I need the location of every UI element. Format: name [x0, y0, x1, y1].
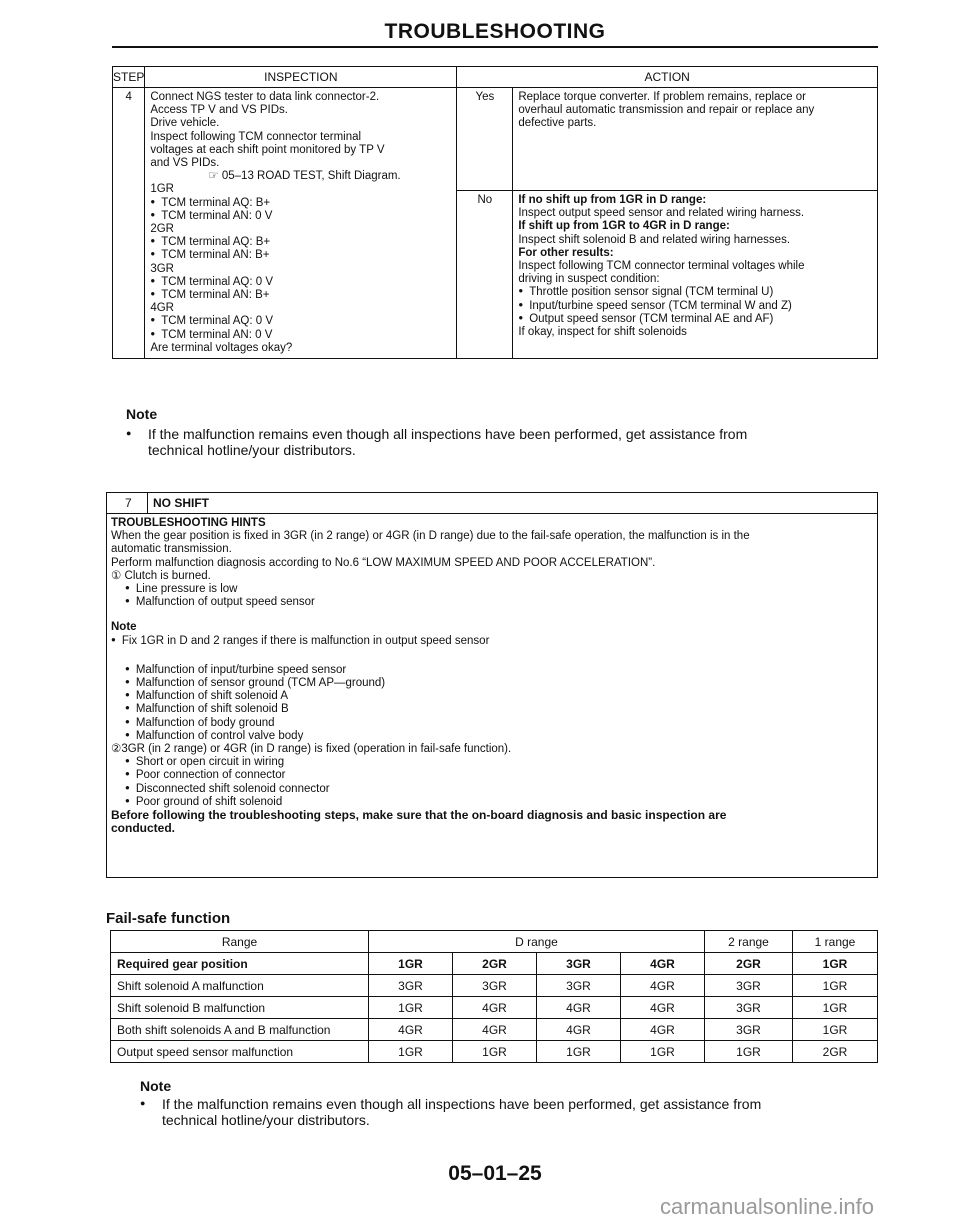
step-number: 7 [125, 496, 132, 510]
inner-note-title: Note [111, 621, 137, 634]
gear-cell: 3GR [705, 1019, 793, 1041]
cause-bullet: ● Malfunction of output speed sensor [111, 596, 875, 609]
gear-cell: 3GR [705, 997, 793, 1019]
no-action [513, 191, 878, 359]
gear-cell: 3GR [537, 953, 621, 975]
failsafe-header-row [111, 931, 878, 953]
row-label: Both shift solenoids A and B malfunction [111, 1019, 369, 1041]
note-body [126, 426, 747, 458]
gear-cell: 1GR [793, 953, 878, 975]
gear-cell: 4GR [453, 1019, 537, 1041]
no-shift-box [106, 492, 878, 878]
bullet-icon: ● [126, 428, 132, 438]
gear-cell: 4GR [621, 953, 705, 975]
bullet-icon: ● [140, 1098, 146, 1108]
reference-text: 05–13 ROAD TEST, Shift Diagram. [221, 170, 401, 183]
no-action-heading: If no shift up from 1GR in D range: [518, 194, 707, 206]
row-label: Output speed sensor malfunction [111, 1041, 369, 1063]
cause-bullet: ● Line pressure is low [111, 583, 875, 596]
hint-text: When the gear position is fixed in 3GR (in 2 range) or 4GR (in D range) due to the fail-safe operation, the malfunction is in the [111, 530, 750, 543]
cause-2 [111, 743, 875, 756]
yes-action-line: overhaul automatic transmission and repair or replace any [518, 104, 815, 117]
terminal-check: ● TCM terminal AN: B+ [150, 249, 451, 262]
before-steps-text: Before following the troubleshooting steps, make sure that the on-board diagnosis and basic inspection are [111, 808, 727, 823]
no-action-text: Inspect output speed sensor and related wiring harness. [518, 207, 805, 220]
gear-cell: 3GR [537, 975, 621, 997]
table-row [111, 1019, 878, 1041]
no-shift-body [111, 517, 875, 835]
header-range: Range [111, 931, 369, 953]
inspection-cell [145, 88, 457, 359]
note-title: Note [126, 406, 158, 422]
malfunction-item: ● Malfunction of sensor ground (TCM AP—ground) [111, 677, 875, 690]
circled-number-icon: ① [111, 569, 122, 582]
gear-cell: 4GR [621, 975, 705, 997]
table-row [111, 997, 878, 1019]
col-action: ACTION [457, 67, 878, 88]
no-action-heading: If shift up from 1GR to 4GR in D range: [518, 220, 730, 233]
gear-cell: 3GR [453, 975, 537, 997]
note-body [140, 1096, 761, 1128]
row-label: Shift solenoid A malfunction [111, 975, 369, 997]
col-step: STEP [113, 67, 145, 88]
no-action-text: Inspect shift solenoid B and related wiring harnesses. [518, 233, 791, 246]
table-row [111, 1041, 878, 1063]
inner-note-text: ● Fix 1GR in D and 2 ranges if there is malfunction in output speed sensor [111, 635, 875, 648]
note-title: Note [140, 1078, 172, 1094]
row-label: Required gear position [111, 953, 369, 975]
circled-number-icon: ② [111, 743, 122, 756]
step-table-header [113, 67, 878, 88]
before-steps-text: conducted. [111, 821, 176, 836]
note-line: technical hotline/your distributors. [148, 442, 356, 458]
gear-cell: 4GR [537, 1019, 621, 1041]
failsafe-title: Fail-safe function [106, 910, 231, 927]
step-table [112, 66, 878, 359]
inspection-line: Inspect following TCM connector terminal [150, 130, 362, 143]
page-title: TROUBLESHOOTING [384, 20, 606, 43]
step-number: 4 [125, 91, 132, 103]
gear-cell: 3GR [369, 975, 453, 997]
malfunction-item: ● Malfunction of input/turbine speed sensor [111, 664, 875, 677]
header-divider [147, 493, 148, 513]
inspection-line: and VS PIDs. [150, 157, 220, 170]
malfunction-item: ● Malfunction of body ground [111, 717, 875, 730]
inspection-line: Connect NGS tester to data link connector-2. [150, 91, 380, 103]
step-row-yes [113, 88, 878, 191]
cause-bullet: ● Disconnected shift solenoid connector [111, 783, 875, 796]
note-line [126, 426, 747, 442]
no-label: No [457, 191, 513, 359]
malfunction-item: ● Malfunction of shift solenoid B [111, 703, 875, 716]
gear-cell: 1GR [793, 1019, 878, 1041]
gear-cell: 4GR [621, 997, 705, 1019]
header-2-range: 2 range [705, 931, 793, 953]
yes-action [513, 88, 878, 191]
gear-cell: 1GR [621, 1041, 705, 1063]
yes-action-line: Replace torque converter. If problem remains, replace or [518, 91, 806, 103]
note-line: technical hotline/your distributors. [162, 1112, 370, 1128]
terminal-check: ● TCM terminal AN: 0 V [150, 210, 451, 223]
no-action-bullet: ● Throttle position sensor signal (TCM terminal U) [518, 286, 872, 299]
section-title: NO SHIFT [153, 496, 209, 510]
no-action-text: Inspect following TCM connector terminal voltages while [518, 260, 805, 273]
inspection-line: Access TP V and VS PIDs. [150, 104, 288, 117]
table-row [111, 975, 878, 997]
inspection-line: voltages at each shift point monitored by TP V [150, 143, 385, 156]
gear-cell: 1GR [369, 953, 453, 975]
hint-text: automatic transmission. [111, 543, 232, 556]
cause-bullet: ● Poor ground of shift solenoid [111, 796, 875, 809]
gear-label: 1GR [150, 183, 174, 196]
inspection-question: Are terminal voltages okay? [150, 341, 293, 354]
no-action-text: driving in suspect condition: [518, 273, 660, 286]
hints-title: TROUBLESHOOTING HINTS [111, 517, 266, 529]
gear-cell: 4GR [621, 1019, 705, 1041]
title-rule [112, 46, 878, 48]
gear-label: 4GR [150, 302, 174, 315]
no-action-text: If okay, inspect for shift solenoids [518, 326, 687, 339]
gear-cell: 4GR [537, 997, 621, 1019]
cause-text: Clutch is burned. [124, 569, 211, 582]
terminal-check: ● TCM terminal AQ: B+ [150, 236, 451, 249]
gear-cell: 1GR [369, 997, 453, 1019]
gear-cell: 1GR [793, 997, 878, 1019]
no-action-bullet: ● Input/turbine speed sensor (TCM terminal W and Z) [518, 300, 872, 313]
no-action-bullet: ● Output speed sensor (TCM terminal AE and AF) [518, 313, 872, 326]
cause-bullet: ● Short or open circuit in wiring [111, 756, 875, 769]
terminal-check: ● TCM terminal AN: B+ [150, 289, 451, 302]
malfunction-item: ● Malfunction of shift solenoid A [111, 690, 875, 703]
col-inspection: INSPECTION [145, 67, 457, 88]
table-row [111, 953, 878, 975]
terminal-check: ● TCM terminal AQ: 0 V [150, 276, 451, 289]
pointing-hand-icon: ☞ [208, 170, 219, 183]
no-action-heading: For other results: [518, 246, 614, 259]
header-1-range: 1 range [793, 931, 878, 953]
terminal-check: ● TCM terminal AQ: 0 V [150, 315, 451, 328]
row-label: Shift solenoid B malfunction [111, 997, 369, 1019]
note-line [140, 1096, 761, 1112]
road-test-reference [150, 170, 451, 183]
hint-text: Perform malfunction diagnosis according to No.6 “LOW MAXIMUM SPEED AND POOR ACCELERATION”. [111, 556, 656, 569]
header-d-range: D range [369, 931, 705, 953]
cause-text: 3GR (in 2 range) or 4GR (in D range) is fixed (operation in fail-safe function). [121, 743, 512, 756]
note-text: If the malfunction remains even though all inspections have been performed, get assistance from [148, 426, 748, 442]
no-shift-header [107, 493, 877, 514]
cause-bullet: ● Poor connection of connector [111, 769, 875, 782]
gear-label: 3GR [150, 262, 174, 275]
page-number: 05–01–25 [448, 1162, 542, 1185]
inspection-line: Drive vehicle. [150, 117, 220, 130]
gear-cell: 4GR [369, 1019, 453, 1041]
gear-cell: 2GR [705, 953, 793, 975]
watermark: carmanualsonline.info [660, 1194, 875, 1219]
gear-cell: 1GR [537, 1041, 621, 1063]
gear-cell: 2GR [453, 953, 537, 975]
gear-cell: 1GR [705, 1041, 793, 1063]
yes-action-line: defective parts. [518, 117, 597, 130]
gear-cell: 4GR [453, 997, 537, 1019]
note-text: If the malfunction remains even though all inspections have been performed, get assistance from [162, 1096, 762, 1112]
gear-cell: 3GR [705, 975, 793, 997]
gear-cell: 1GR [369, 1041, 453, 1063]
terminal-check: ● TCM terminal AN: 0 V [150, 329, 451, 342]
gear-cell: 2GR [793, 1041, 878, 1063]
cause-1 [111, 570, 875, 583]
yes-label: Yes [457, 88, 513, 191]
gear-label: 2GR [150, 223, 174, 236]
failsafe-table [110, 930, 878, 1063]
malfunction-item: ● Malfunction of control valve body [111, 730, 875, 743]
gear-cell: 1GR [793, 975, 878, 997]
terminal-check: ● TCM terminal AQ: B+ [150, 197, 451, 210]
gear-cell: 1GR [453, 1041, 537, 1063]
